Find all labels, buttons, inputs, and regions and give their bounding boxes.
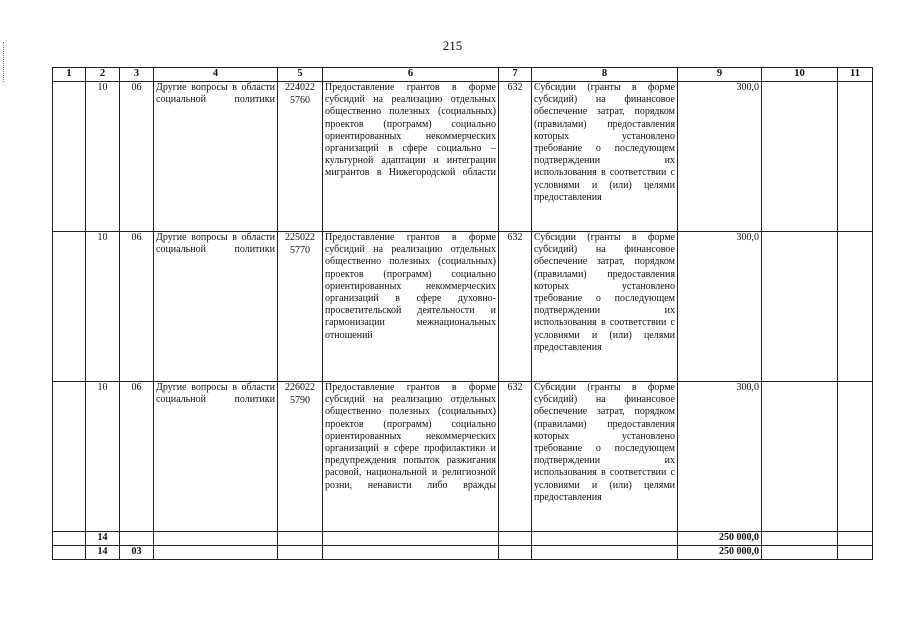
section-code: 14 bbox=[86, 532, 120, 546]
empty-cell bbox=[323, 546, 499, 560]
section-code: 10 bbox=[86, 382, 120, 532]
expense-type-name: Субсидии (гранты в форме субсидий) на финансовое обеспечение затрат, порядком (правилами) предоставления которых установлено требование о последующем подтверждении их использования в соответствии с условиями и (или) целями предоставления bbox=[532, 82, 678, 232]
col10-cell bbox=[762, 546, 838, 560]
header-cell: 6 bbox=[323, 68, 499, 82]
col10-cell bbox=[762, 82, 838, 232]
subsection-code: 06 bbox=[120, 382, 154, 532]
table-row bbox=[53, 232, 873, 382]
section-name: Другие вопросы в области социальной политики bbox=[154, 82, 278, 232]
total-amount: 250 000,0 bbox=[678, 532, 762, 546]
col1-cell bbox=[53, 546, 86, 560]
col10-cell bbox=[762, 232, 838, 382]
table-header-row bbox=[53, 68, 873, 82]
section-code: 10 bbox=[86, 82, 120, 232]
amount: 300,0 bbox=[678, 232, 762, 382]
header-cell: 1 bbox=[53, 68, 86, 82]
header-cell: 9 bbox=[678, 68, 762, 82]
col1-cell bbox=[53, 232, 86, 382]
expense-type-name: Субсидии (гранты в форме субсидий) на финансовое обеспечение затрат, порядком (правилами) предоставления которых установлено требование о последующем подтверждении их использования в соответствии с условиями и (или) целями предоставления bbox=[532, 232, 678, 382]
expense-type-code: 632 bbox=[499, 82, 532, 232]
header-cell: 10 bbox=[762, 68, 838, 82]
col1-cell bbox=[53, 82, 86, 232]
col11-cell bbox=[838, 232, 873, 382]
table-row bbox=[53, 382, 873, 532]
section-name: Другие вопросы в области социальной политики bbox=[154, 382, 278, 532]
col11-cell bbox=[838, 382, 873, 532]
budget-table bbox=[52, 67, 873, 560]
amount: 300,0 bbox=[678, 382, 762, 532]
total-row bbox=[53, 546, 873, 560]
target-article-code: 224022 5760 bbox=[278, 82, 323, 232]
binding-margin-marks bbox=[3, 42, 6, 82]
header-cell: 3 bbox=[120, 68, 154, 82]
target-article-code: 225022 5770 bbox=[278, 232, 323, 382]
col10-cell bbox=[762, 532, 838, 546]
subsection-code: 06 bbox=[120, 232, 154, 382]
col11-cell bbox=[838, 546, 873, 560]
empty-cell bbox=[278, 532, 323, 546]
header-cell: 4 bbox=[154, 68, 278, 82]
empty-cell bbox=[532, 546, 678, 560]
expense-type-code: 632 bbox=[499, 382, 532, 532]
empty-cell bbox=[532, 532, 678, 546]
col11-cell bbox=[838, 532, 873, 546]
empty-cell bbox=[499, 546, 532, 560]
header-cell: 7 bbox=[499, 68, 532, 82]
target-article-name: Предоставление грантов в форме субсидий на реализацию отдельных общественно полезных (социальных) проектов (программ) социально ориентированных некоммерческих организаций в сфере профилактики и предупреждения попыток разжигания расовой, национальной и религиозной розни, ненависти либо вражды bbox=[323, 382, 499, 532]
empty-cell bbox=[323, 532, 499, 546]
section-code: 14 bbox=[86, 546, 120, 560]
col11-cell bbox=[838, 82, 873, 232]
subsection-code bbox=[120, 532, 154, 546]
header-cell: 8 bbox=[532, 68, 678, 82]
total-row bbox=[53, 532, 873, 546]
header-cell: 5 bbox=[278, 68, 323, 82]
section-name: Другие вопросы в области социальной политики bbox=[154, 232, 278, 382]
col10-cell bbox=[762, 382, 838, 532]
expense-type-code: 632 bbox=[499, 232, 532, 382]
subsection-code: 03 bbox=[120, 546, 154, 560]
target-article-name: Предоставление грантов в форме субсидий на реализацию отдельных общественно полезных (социальных) проектов (программ) социально ориентированных некоммерческих организаций в сфере духовно-просветительской деятельности и гармонизации межнациональных отношений bbox=[323, 232, 499, 382]
header-cell: 11 bbox=[838, 68, 873, 82]
table-row bbox=[53, 82, 873, 232]
target-article-code: 226022 5790 bbox=[278, 382, 323, 532]
empty-cell bbox=[499, 532, 532, 546]
section-code: 10 bbox=[86, 232, 120, 382]
empty-cell bbox=[154, 532, 278, 546]
empty-cell bbox=[278, 546, 323, 560]
page-number: 215 bbox=[442, 38, 463, 53]
target-article-name: Предоставление грантов в форме субсидий на реализацию отдельных общественно полезных (социальных) проектов (программ) социально ориентированных некоммерческих организаций в сфере социально – культурной адаптации и интеграции мигрантов в Нижегородской области bbox=[323, 82, 499, 232]
expense-type-name: Субсидии (гранты в форме субсидий) на финансовое обеспечение затрат, порядком (правилами) предоставления которых установлено требование о последующем подтверждении их использования в соответствии с условиями и (или) целями предоставления bbox=[532, 382, 678, 532]
amount: 300,0 bbox=[678, 82, 762, 232]
col1-cell bbox=[53, 532, 86, 546]
col1-cell bbox=[53, 382, 86, 532]
subsection-code: 06 bbox=[120, 82, 154, 232]
total-amount: 250 000,0 bbox=[678, 546, 762, 560]
empty-cell bbox=[154, 546, 278, 560]
header-cell: 2 bbox=[86, 68, 120, 82]
